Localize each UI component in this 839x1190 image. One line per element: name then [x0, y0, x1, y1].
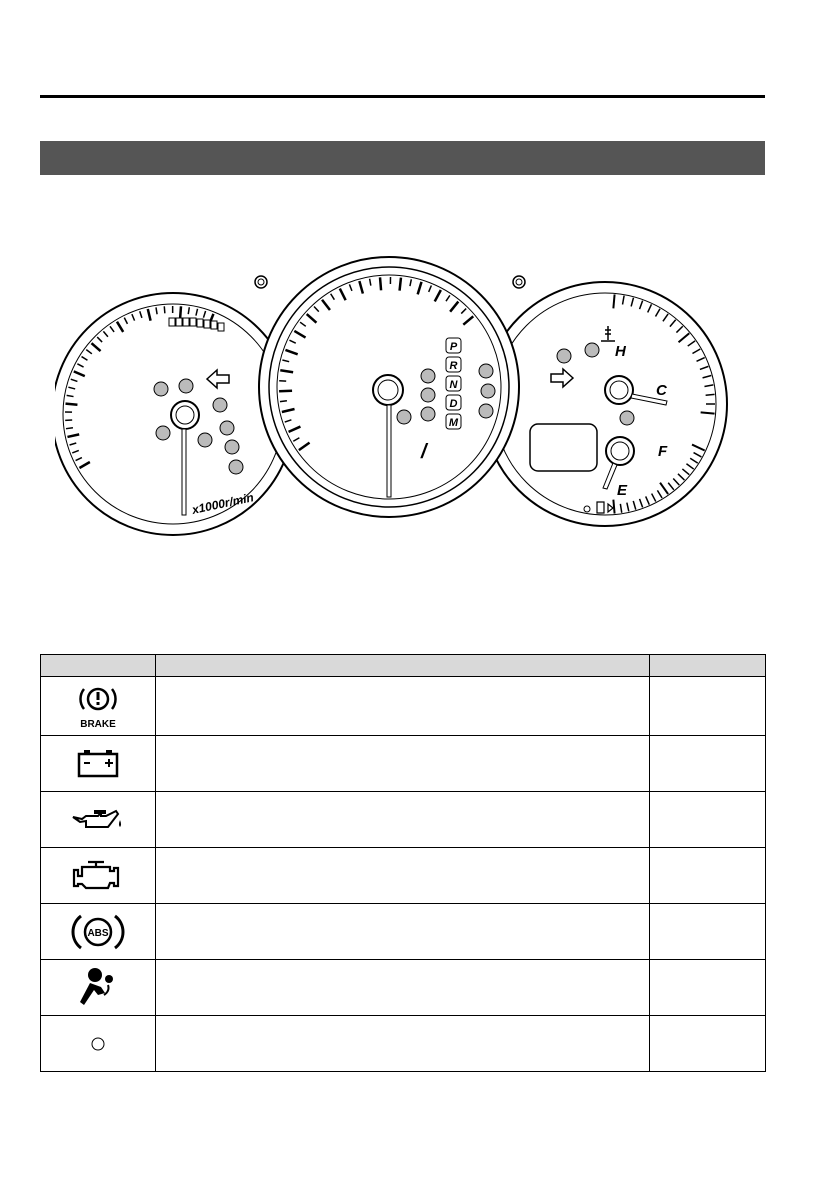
table-cell — [156, 792, 650, 848]
gauge-tick — [613, 294, 614, 308]
table-cell — [156, 848, 650, 904]
mount-hole-left — [255, 276, 267, 288]
gear-mark: / — [421, 441, 427, 463]
gear-label-d: D — [449, 398, 458, 410]
table-cell — [650, 960, 766, 1016]
table-row — [41, 677, 766, 736]
table-cell — [156, 960, 650, 1016]
table-cell — [650, 904, 766, 960]
table-row — [41, 848, 766, 904]
speedometer-gauge — [259, 257, 519, 517]
table-cell — [650, 1016, 766, 1072]
table-cell — [156, 677, 650, 736]
table-cell — [650, 792, 766, 848]
gauge-tick — [613, 500, 614, 514]
mount-hole-right — [513, 276, 525, 288]
tachometer-gauge — [55, 293, 294, 535]
instrument-cluster-illustration — [55, 250, 765, 560]
warning-lamp-table — [40, 654, 766, 1072]
gauge-tick — [164, 306, 165, 313]
check-engine-icon — [41, 848, 156, 904]
abs-warning-icon — [41, 904, 156, 960]
table-row — [41, 1016, 766, 1072]
table-header-row — [41, 655, 766, 677]
indicator-circle-icon — [41, 1016, 156, 1072]
table-cell — [650, 848, 766, 904]
table-cell — [156, 1016, 650, 1072]
section-header-bar — [40, 141, 765, 175]
gear-label-p: P — [449, 341, 458, 353]
table-header-cell — [41, 655, 156, 677]
table-row — [41, 792, 766, 848]
gear-label-m: M — [448, 417, 459, 429]
temp-high-label: H — [615, 343, 626, 360]
gauge-tick — [65, 404, 77, 405]
svg-text:BRAKE: BRAKE — [80, 719, 116, 730]
brake-warning-icon — [41, 677, 156, 736]
top-rule — [40, 95, 765, 98]
table-cell — [650, 736, 766, 792]
table-row — [41, 960, 766, 1016]
table-cell — [650, 677, 766, 736]
gauge-tick — [706, 394, 715, 395]
gear-label-r: R — [449, 360, 458, 372]
table-header-cell — [650, 655, 766, 677]
table-row — [41, 736, 766, 792]
table-header-cell — [156, 655, 650, 677]
gauge-tick — [701, 412, 715, 413]
gauge-tick — [400, 278, 401, 291]
temp-cold-label: C — [656, 382, 667, 399]
gauge-tick — [180, 306, 181, 318]
gauge-tick — [380, 277, 381, 290]
temp-fuel-gauge — [483, 282, 727, 526]
odometer-display — [530, 424, 597, 471]
gauge-tick — [188, 307, 189, 314]
table-cell — [156, 904, 650, 960]
gear-position-indicator — [446, 338, 461, 429]
gauge-tick — [280, 401, 287, 402]
gear-label-n: N — [449, 379, 458, 391]
fuel-empty-label: E — [617, 482, 628, 499]
tach-unit-label: x1000r/min — [190, 490, 255, 517]
oil-pressure-icon — [41, 792, 156, 848]
table-cell — [156, 736, 650, 792]
svg-text:ABS: ABS — [87, 927, 109, 939]
gauge-tick — [66, 428, 73, 429]
table-row — [41, 904, 766, 960]
airbag-warning-icon — [41, 960, 156, 1016]
fuel-full-label: F — [658, 443, 668, 460]
battery-charge-icon — [41, 736, 156, 792]
